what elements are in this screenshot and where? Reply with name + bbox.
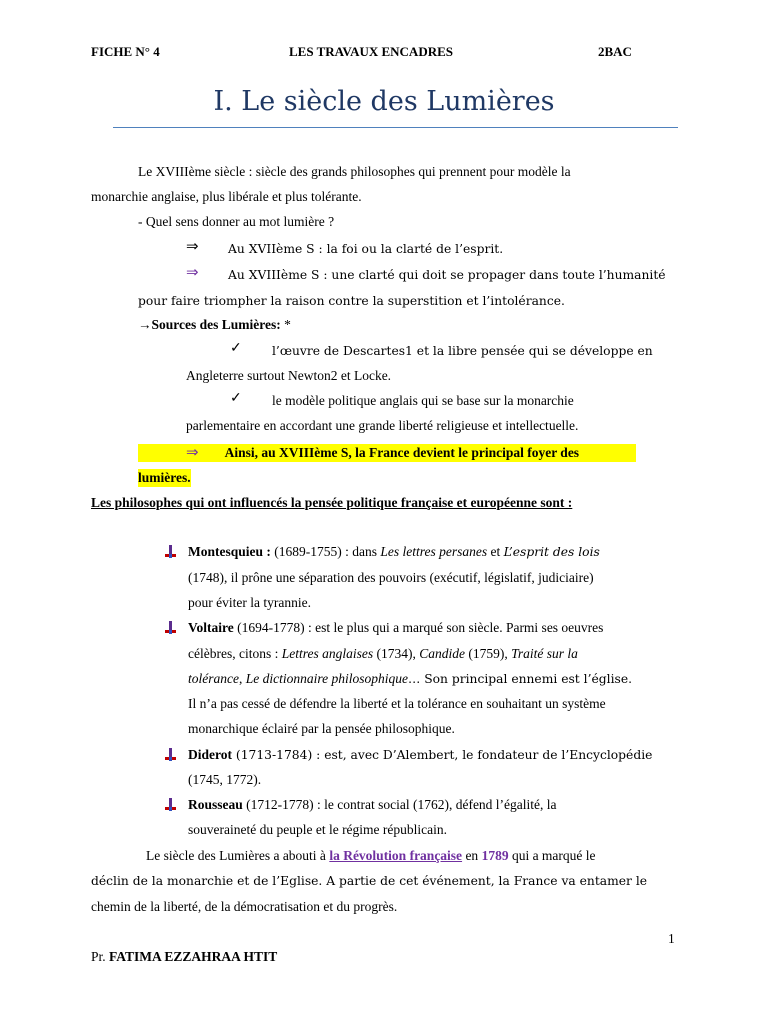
book-title: tolérance [188,671,239,686]
rousseau-name: Rousseau [188,797,243,812]
voltaire-line-1 [188,619,603,637]
conclusion-highlight-line-1 [138,444,636,462]
diderot-line-1 [188,746,652,764]
bullet-icon [165,621,176,634]
conclusion-highlight-line-2: lumières. [138,470,191,485]
text: , [238,671,246,686]
check-icon: ✓ [230,341,242,356]
year-1789: 1789 [481,848,509,863]
closing-line-1 [146,847,596,865]
bullet-icon [165,748,176,761]
intro-question: - Quel sens donner au mot lumière ? [138,214,335,229]
book-title: Lettres anglaises [281,646,374,661]
text: en [462,848,482,863]
montesquieu-line-3: pour éviter la tyrannie. [188,595,311,610]
philosophers-heading: Les philosophes qui ont influencés la pensée politique française et européenne sont : [91,495,573,510]
text: (1734), [373,646,420,661]
closing-line-2: déclin de la monarchie et de l’Eglise. A partie de cet événement, la France va entamer le [91,874,648,888]
revolution-link[interactable]: la Révolution française [329,848,463,863]
page-title: I. Le siècle des Lumières [213,86,555,117]
book-title: L’esprit des lois [503,545,600,559]
source-descartes-line-2: Angleterre surtout Newton2 et Locke. [186,368,392,383]
conclusion-text-1: Ainsi, au XVIIIème S, la France devient le principal foyer des [224,445,580,460]
montesquieu-line-1 [188,543,600,561]
bullet-icon [165,545,176,558]
header-left: FICHE N° 4 [91,44,160,59]
bullet-icon [165,798,176,811]
voltaire-line-2 [188,645,578,663]
book-title: Le dictionnaire philosophique [245,671,408,686]
sources-heading-text: →Sources des Lumières: [138,317,281,332]
voltaire-line-3 [188,670,632,688]
text: Le siècle des Lumières a abouti à [146,848,330,863]
montesquieu-line-2: (1748), il prône une séparation des pouvoirs (exécutif, législatif, judiciaire) [188,570,594,585]
sources-heading [138,316,291,334]
sources-star: * [280,317,291,332]
title-rule [113,127,678,128]
text: (1759), [464,646,512,661]
meaning-18th-century-line-1: Au XVIIIème S : une clarté qui doit se propager dans toute l’humanité [228,268,666,282]
page-number: 1 [668,931,675,946]
text: (1689-1755) : dans [270,544,381,559]
meaning-17th-century: Au XVIIème S : la foi ou la clarté de l’esprit. [228,242,504,256]
check-icon: ✓ [230,391,242,406]
text: … Son principal ennemi est l’église. [407,672,633,686]
voltaire-line-4: Il n’a pas cessé de défendre la liberté et la tolérance en souhaitant un système [188,696,606,711]
rousseau-line-2: souveraineté du peuple et le régime républicain. [188,822,448,837]
arrow-icon: ⇒ [186,239,199,255]
source-english-model-line-2: parlementaire en accordant une grande liberté religieuse et intellectuelle. [186,418,579,433]
book-title: Traité sur la [511,646,578,661]
intro-line-1: Le XVIIIème siècle : siècle des grands philosophes qui prennent pour modèle la [138,164,571,179]
text: (1694-1778) : est le plus qui a marqué son siècle. Parmi ses oeuvres [233,620,604,635]
closing-line-3: chemin de la liberté, de la démocratisation et du progrès. [91,899,398,914]
footer-prefix: Pr. [91,949,110,964]
source-english-model-line-1: le modèle politique anglais qui se base sur la monarchie [272,393,574,408]
text: (1712-1778) : le contrat social (1762), défend l’égalité, la [242,797,557,812]
intro-line-2: monarchie anglaise, plus libérale et plus tolérante. [91,189,362,204]
text: (1713-1784) : est, avec D’Alembert, le fondateur de l’Encyclopédie [232,748,653,762]
text: qui a marqué le [508,848,596,863]
arrow-icon: ⇒ [186,445,199,461]
montesquieu-name: Montesquieu : [188,544,271,559]
header-right: 2BAC [598,44,632,59]
book-title: Candide [419,646,465,661]
voltaire-name: Voltaire [188,620,234,635]
footer-name: FATIMA EZZAHRAA HTIT [109,949,278,964]
text: et [487,544,504,559]
arrow-icon: ⇒ [186,265,199,281]
source-descartes-line-1: l’œuvre de Descartes1 et la libre pensée qui se développe en [272,344,653,358]
book-title: Les lettres persanes [380,544,488,559]
footer-author [91,948,277,966]
diderot-name: Diderot [188,747,232,762]
diderot-line-2: (1745, 1772). [188,772,262,787]
header-center: LES TRAVAUX ENCADRES [289,44,453,59]
meaning-18th-century-line-2: pour faire triompher la raison contre la superstition et l’intolérance. [138,294,565,308]
rousseau-line-1 [188,796,557,814]
voltaire-line-5: monarchique éclairé par la pensée philosophique. [188,721,455,736]
text: célèbres, citons : [188,646,282,661]
